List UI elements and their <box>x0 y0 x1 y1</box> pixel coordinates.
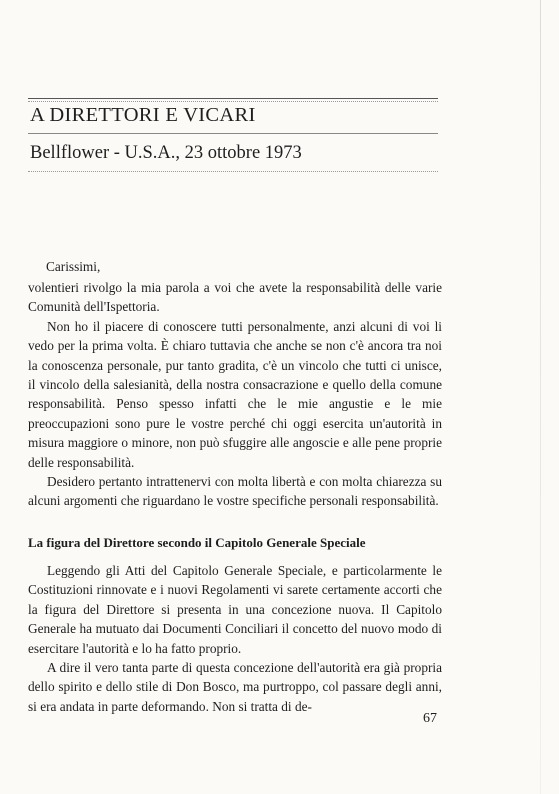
intro-paragraph: Desidero pertanto intrattenervi con molta libertà e con molta chiarezza su alcuni argomenti che riguardano le vostre specifiche personali responsabilità. <box>28 474 442 509</box>
page-number: 67 <box>423 711 437 726</box>
header-top-rule <box>28 98 438 99</box>
intro-paragraph: Non ho il piacere di conoscere tutti personalmente, anzi alcuni di voi li vedo per la prima volta. È chiaro tuttavia che anche se non c'è ancora tra noi la conoscenza personale, pur tanto gradita, c'è un vincolo che tutti ci unisce, il vincolo della salesianità, della nostra consacrazione e quello della comune responsabilità. Penso spesso infatti che le mie angustie e le mie preoccupazioni sono pure le vostre perché chi oggi esercita un'autorità in misura maggiore o minore, non può sfuggire alle angoscie e alle pene proprie delle responsabilità. <box>28 318 442 470</box>
letter-greeting: Carissimi, <box>46 259 101 274</box>
section-text <box>28 561 442 716</box>
section-paragraph: A dire il vero tanta parte di questa concezione dell'autorità era già propria dello spirito e dello stile di Don Bosco, ma purtroppo, col passare degli anni, si era andata in parte deformando. Non si tratta di de- <box>28 660 442 714</box>
section-paragraph: Leggendo gli Atti del Capitolo Generale Speciale, e particolarmente le Costituzioni rinnovate e i nuovi Regolamenti vi sarete certamente accorti che la figura del Direttore si presenta in una concezione nuova. Il Capitolo Generale ha mutuato dai Documenti Conciliari il concetto del nuovo modo di esercitare l'autorità e lo ha fatto proprio. <box>28 563 442 656</box>
intro-text <box>28 278 442 511</box>
header-top-rule-dotted <box>28 101 438 102</box>
letter-place-date: Bellflower - U.S.A., 23 ottobre 1973 <box>30 143 302 163</box>
page-edge-shadow <box>540 0 541 794</box>
section-heading: La figura del Direttore secondo il Capitolo Generale Speciale <box>28 535 366 550</box>
header-bottom-rule <box>28 171 438 172</box>
title-separator-rule <box>28 133 438 134</box>
letter-title: A DIRETTORI E VICARI <box>30 104 256 126</box>
intro-paragraph: volentieri rivolgo la mia parola a voi che avete la responsabilità delle varie Comunità dell'Ispettoria. <box>28 280 442 315</box>
